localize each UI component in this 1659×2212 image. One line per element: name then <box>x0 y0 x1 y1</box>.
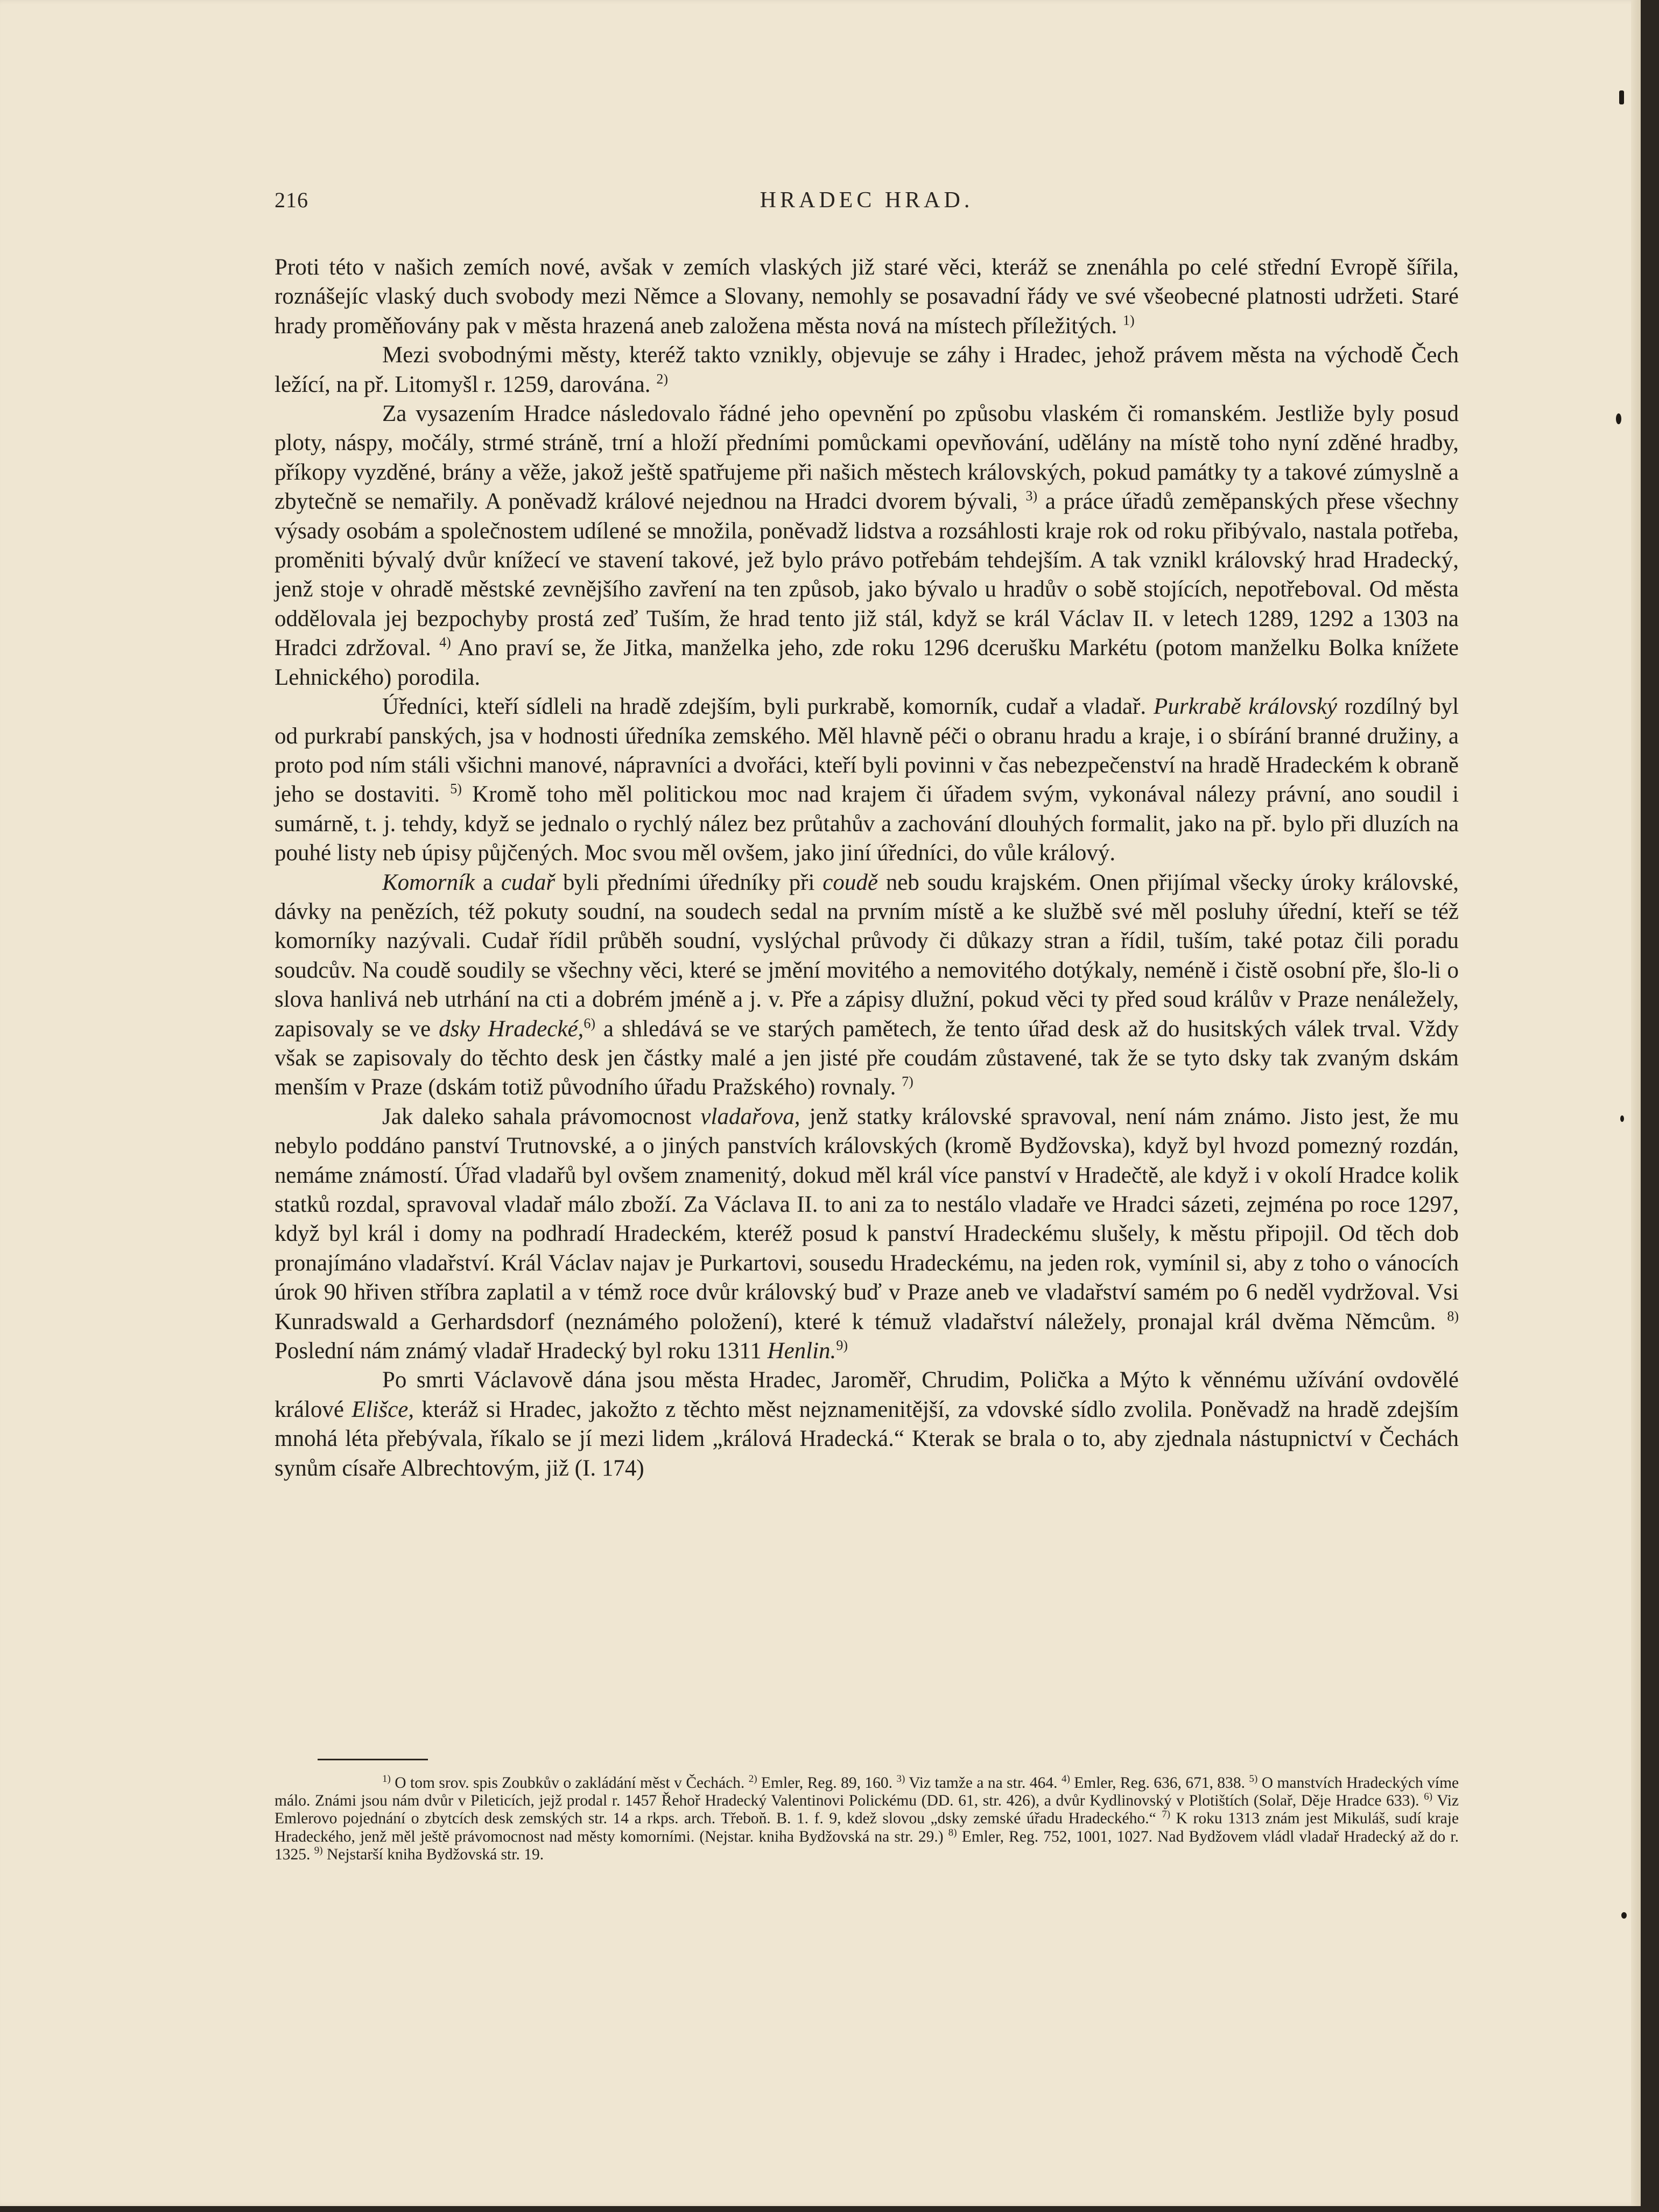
footnotes <box>275 1774 1459 1864</box>
paragraph-7: Po smrti Václavově dána jsou města Hradec, Jaroměř, Chrudim, Polička a Mýto k věnnému užívání ovdovělé králové Elišce, kteráž si Hradec, jakožto z těchto měst nejznamenitější, za vdovské sídlo zvolila. Poněvadž na hradě zdejším mnohá léta přebývala, říkalo se jí mezi lidem „králová Hradecká.“ Kterak se brala o to, aby zjednala nástupnictví v Čechách synům císaře Albrechtovým, již (I. 174) <box>275 1367 1459 1481</box>
ink-speck <box>1620 1115 1624 1122</box>
footnote-1: O tom srov. spis Zoubkův o zakládání měst v Čechách. <box>395 1774 745 1792</box>
footnote-ref: 9) <box>836 1337 848 1353</box>
paragraph-6: Jak daleko sahala právomocnost vladařova, jenž statky královské spravoval, není nám známo. Jisto jest, že mu nebylo poddáno panství Trutnovské, a o jiných panstvích královských (kromě Bydžovska), když byl hvozd pomezný rozdán, nemáme známostí. Úřad vladařů byl ovšem znamenitý, dokud měl král více panství v Hradečtě, ale když i v okolí Hradce kolik statků rozdal, spravoval vladař málo zboží. Za Václava II. to ani za to nestálo vladaře ve Hradci sázeti, zejména po roce 1297, když byl král i domy na podhradí Hradeckém, kteréž posud k panství Hradeckému slušely, k městu připojil. Od těch dob pronajímáno vladařství. Král Václav najav je Purkartovi, sousedu Hradeckému, na jeden rok, vymínil si, aby z toho o vánocích úrok 90 hřiven stříbra zaplatil a v témž roce dvůr královský buď v Praze aneb ve vladařství samém po 6 neděl vydržoval. Vsi Kunradswald a Gerhardsdorf (neznámého položení), které k témuž vladařství náležely, pronajal král dvěma Němcům. $^{8)}$ Poslední nám známý vladař Hradecký byl roku 1311 Henlin.$^{9)}$ <box>275 1104 1459 1364</box>
ink-speck <box>1619 90 1624 104</box>
footnote-3: Viz tamže a na str. 464. <box>909 1774 1058 1792</box>
ink-speck <box>1621 1912 1627 1919</box>
footnote-ref: 6) <box>584 1015 595 1031</box>
paragraph-5: Komorník a cudař byli předními úředníky při coudě neb soudu krajském. Onen přijímal všecky úroky královské, dávky na penězích, též pokuty soudní, na soudech sedal na prvním místě a ke službě své měl posluhy úřední, kteří se též komorníky nazývali. Cudař řídil průběh soudní, vyslýchal průvody či důkazy stran a řídil, tuším, také potaz čili poradu soudcův. Na coudě soudily se všechny věci, které se jmění movitého a nemovitého dotýkaly, neméně i čistě osobní pře, šlo-li o slova hanlivá neb utrhání na cti a dobrém jméně a j. v. Pře a zápisy dlužní, pokud věci ty před soud králův v Praze nenáležely, zapisovaly se ve dsky Hradecké,$^{6)}$ a shledává se ve starých pamětech, že tento úřad desk až do husitských válek trval. Vždy však se zapisovaly do těchto desk jen částky malé a jen jisté pře coudám zůstavené, tak že se tyto dsky tak zvaným dskám menším v Praze (dskám totiž původního úřadu Pražského) rovnaly. $^{7)}$ <box>275 869 1459 1100</box>
footnote-ref: 5) <box>450 781 462 797</box>
footnote-divider <box>318 1759 428 1760</box>
footnote-ref: 1) <box>1123 312 1135 328</box>
paragraph-1: Proti této v našich zemích nové, avšak v zemích vlaských již staré věci, kteráž se znenáhla po celé střední Evropě šířila, roznášejíc vlaský duch svobody mezi Němce a Slovany, nemohly se posavadní řády ve své všeobecné platnosti udržeti. Staré hrady proměňovány pak v města hrazená aneb založena města nová na místech příležitých. $^{1)}$ <box>275 255 1459 339</box>
footnote-7: K roku 1313 znám jest Mikuláš, sudí kraje Hradeckého, jenž měl ještě právomocnost nad městy komorními. (Nejstar. kniha Bydžovská na str. 29.) <box>275 1810 1459 1845</box>
footnote-9: Nejstarší kniha Bydžovská str. 19. <box>326 1845 544 1863</box>
paragraph-4: Úředníci, kteří sídleli na hradě zdejším, byli purkrabě, komorník, cudař a vladař. Purkrabě královský rozdílný byl od purkrabí panských, jsa v hodnosti úředníka zemského. Měl hlavně péči o obranu hradu a kraje, i o sbírání branné družiny, a proto pod ním stáli všichni manové, nápravníci a dvořáci, kteří byli povinni v čas nebezpečenství na hradě Hradeckém k obraně jeho se dostaviti. $^{5)}$ Kromě toho měl politickou moc nad krajem či úřadem svým, vykonával nálezy právní, ano soudil i sumárně, t. j. tehdy, když se jednalo o rychlý nález bez průtahův a zachování dlouhých formalit, jako na př. bylo při dluzích na pouhé listy neb úpisy půjčených. Moc svou měl ovšem, jako jiní úředníci, do vůle králový. <box>275 694 1459 866</box>
footnote-4: Emler, Reg. 636, 671, 838. <box>1074 1774 1246 1792</box>
paragraph-2: Mezi svobodnými městy, kteréž takto vznikly, objevuje se záhy i Hradec, jehož právem města na východě Čech ležící, na př. Litomyšl r. 1259, darována. $^{2)}$ <box>275 342 1459 397</box>
main-text <box>275 253 1459 1483</box>
footnote-ref: 4) <box>439 634 451 650</box>
footnote-block: $^{1)}$ O tom srov. spis Zoubkův o zakládání měst v Čechách. $^{2)}$ Emler, Reg. 89, 160. $^{3)}$ Viz tamže a na str. 464. $^{4)}$ Emler, Reg. 636, 671, 838. $^{5)}$ O manstvích Hradeckých víme málo. Známi jsou nám dvůr v Pileticích, jejž prodal r. 1457 Řehoř Hradecký Valentinovi Polickému (DD. 61, str. 426), a dvůr Kydlinovský v Plotištích (Solař, Děje Hradce 633). $^{6)}$ Viz Emlerovo pojednání o zbytcích desk zemských str. 14 a rkps. arch. Třeboň. B. 1. f. 9, kdež slovou „dsky zemské úřadu Hradeckého.“ $^{7)}$ K roku 1313 znám jest Mikuláš, sudí kraje Hradeckého, jenž měl ještě právomocnost nad městy komorními. (Nejstar. kniha Bydžovská na str. 29.) $^{8)}$ Emler, Reg. 752, 1001, 1027. Nad Bydžovem vládl vladař Hradecký až do r. 1325. $^{9)}$ Nejstarší kniha Bydžovská str. 19. <box>275 1773 1459 1863</box>
page-title: HRADEC HRAD. <box>760 188 974 213</box>
page-number: 216 <box>275 188 308 212</box>
running-head <box>275 187 1459 220</box>
ink-speck <box>1616 413 1621 424</box>
footnote-6: Viz Emlerovo pojednání o zbytcích desk zemských str. 14 a rkps. arch. Třeboň. B. 1. f. 9, kdež slovou „dsky zemské úřadu Hradeckého.“ <box>275 1792 1459 1828</box>
page-edge <box>1631 0 1641 2206</box>
footnote-8: Emler, Reg. 752, 1001, 1027. Nad Bydžovem vládl vladař Hradecký až do r. 1325. <box>275 1828 1459 1863</box>
footnote-2: Emler, Reg. 89, 160. <box>761 1774 893 1792</box>
footnote-ref: 8) <box>1447 1308 1459 1324</box>
footnote-ref: 2) <box>656 371 668 387</box>
footnote-ref: 3) <box>1025 488 1038 504</box>
paragraph-3: Za vysazením Hradce následovalo řádné jeho opevnění po způsobu vlaském či romanském. Jestliže byly posud ploty, náspy, močály, strmé stráně, trní a hloží předními pomůckami opevňování, udělány na místě toho nyní zděné hradby, příkopy vyzděné, brány a věže, jakož ještě spatřujeme při našich městech královských, pokud památky ty a takové zúmyslně a zbytečně se nemařily. A poněvadž králové nejednou na Hradci dvorem bývali, $^{3)}$ a práce úřadů zeměpanských přese všechny výsady osobám a společnostem udílené se množila, poněvadž lidstva a rozsáhlosti kraje rok od roku přibývalo, nastala potřeba, proměniti bývalý dvůr knížecí ve stavení takové, jež bylo právo potřebám tehdejším. A tak vznikl královský hrad Hradecký, jenž stoje v ohradě městské zevnějšího zavření na ten způsob, jako bývalo u hradův o sobě stojících, nepotřeboval. Od města oddělovala jej bezpochyby prostá zeď Tuším, že hrad tento již stál, když se král Václav II. v letech 1289, 1292 a 1303 na Hradci zdržoval. $^{4)}$ Ano praví se, že Jitka, manželka jeho, zde roku 1296 dcerušku Markétu (potom manželku Bolka knížete Lehnického) porodila. <box>275 401 1459 690</box>
footnote-5: O manstvích Hradeckých víme málo. Známi jsou nám dvůr v Pileticích, jejž prodal r. 1457 Řehoř Hradecký Valentinovi Polickému (DD. 61, str. 426), a dvůr Kydlinovský v Plotištích (Solař, Děje Hradce 633). <box>275 1774 1459 1810</box>
footnote-ref: 7) <box>902 1074 913 1090</box>
